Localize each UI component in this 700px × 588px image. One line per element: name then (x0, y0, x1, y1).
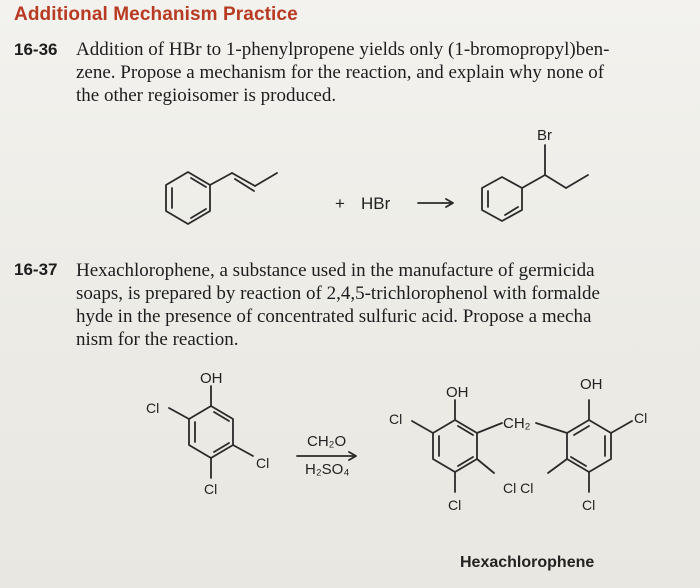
hexachlorophene-left-ring (412, 400, 567, 492)
bromopropylbenzene-structure (482, 145, 588, 221)
problem-text-line: Hexachlorophene, a substance used in the manufacture of germicida (76, 260, 595, 281)
hexachlorophene-right-ring (548, 400, 632, 492)
chlorine-label: Cl (389, 411, 403, 427)
problem-text-line: zene. Propose a mechanism for the reaction, and explain why none of (76, 62, 605, 83)
problem-text-line: Addition of HBr to 1-phenylpropene yields only (1-bromopropyl)ben- (76, 39, 610, 60)
methylene-bridge-label: CH₂ (503, 415, 531, 432)
problem-text-line: hyde in the presence of concentrated sulfuric acid. Propose a mecha (76, 306, 592, 327)
reaction-arrow (418, 199, 453, 207)
section-title: Additional Mechanism Practice (14, 4, 298, 25)
problem-text-line: the other regioisomer is produced. (76, 85, 337, 106)
chlorine-label: Cl (204, 481, 218, 497)
compound-name-label: Hexachlorophene (460, 554, 595, 571)
sulfuric-acid-reagent: H₂SO₄ (305, 461, 350, 478)
chlorine-label: Cl (256, 455, 270, 471)
hbr-reagent-label: HBr (361, 194, 391, 213)
chlorine-label: Cl (448, 497, 462, 513)
hydroxyl-label: OH (200, 370, 223, 387)
reaction-arrow (297, 452, 356, 460)
chlorine-label: Cl (146, 400, 160, 416)
chlorine-pair-label: Cl Cl (503, 480, 534, 496)
trichlorophenol-structure (169, 386, 253, 478)
problem-number-16-36: 16-36 (14, 40, 58, 59)
hydroxyl-label: OH (446, 384, 469, 401)
problem-text-line: soaps, is prepared by reaction of 2,4,5-trichlorophenol with formalde (76, 283, 600, 304)
problem-number-16-37: 16-37 (14, 260, 58, 279)
problem-text-line: nism for the reaction. (76, 329, 239, 350)
hydroxyl-label: OH (580, 376, 603, 393)
chlorine-label: Cl (582, 497, 596, 513)
formaldehyde-reagent: CH₂O (307, 433, 347, 450)
plus-sign: + (335, 194, 345, 213)
phenylpropene-structure (166, 172, 277, 224)
chlorine-label: Cl (634, 410, 648, 426)
bromine-label: Br (537, 127, 552, 144)
